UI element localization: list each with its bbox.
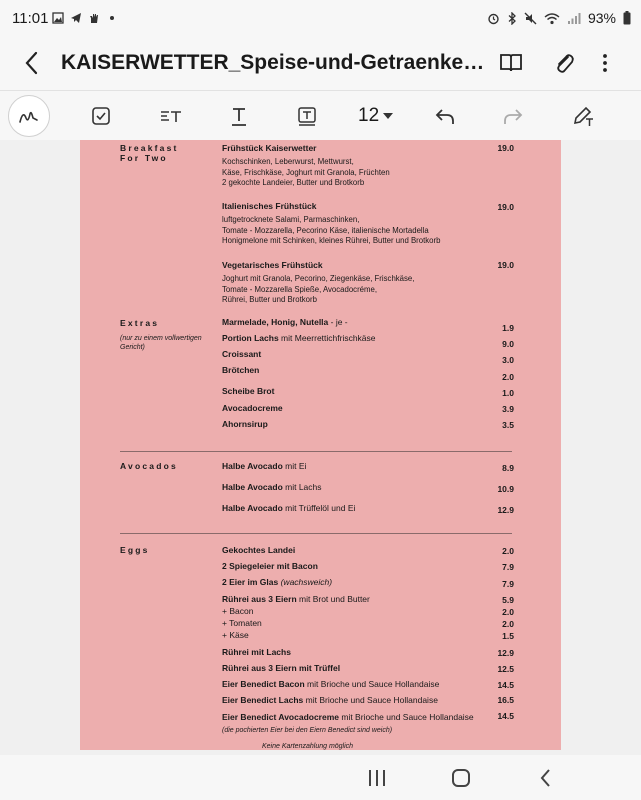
menu-item-name: Halbe Avocado mit Trüffelöl und Ei bbox=[222, 503, 356, 513]
text-icon bbox=[228, 105, 250, 127]
menu-item-price: 14.5 bbox=[497, 711, 514, 721]
section-label-extras: Extras bbox=[120, 318, 160, 328]
menu-item-desc: luftgetrocknete Salami, Parmaschinken, Tomate - Mozzarella, Pecorino Käse, italienische Mortadella Honigmelone mit Schinken, kleines Rührei, Butter und Brotkorb bbox=[222, 215, 441, 245]
chevron-down-icon[interactable] bbox=[383, 113, 393, 120]
dot-icon bbox=[106, 12, 118, 24]
alarm-icon bbox=[487, 12, 500, 25]
menu-item-price: 3.5 bbox=[502, 420, 514, 430]
section-divider bbox=[120, 451, 512, 452]
menu-item-name: 2 Spiegeleier mit Bacon bbox=[222, 561, 318, 571]
annotation-toolbar bbox=[0, 90, 641, 140]
reading-mode-icon[interactable] bbox=[498, 50, 524, 76]
menu-item-name: Croissant bbox=[222, 349, 262, 359]
menu-item-name: Italienisches Frühstück bbox=[222, 201, 317, 211]
menu-item-price: 1.0 bbox=[502, 388, 514, 398]
payment-note: Keine Kartenzahlung möglich bbox=[262, 743, 354, 750]
document-title: KAISERWETTER_Speise-und-Getraenke… bbox=[61, 51, 485, 74]
menu-page bbox=[80, 140, 561, 750]
section-label-eggs: Eggs bbox=[120, 545, 150, 555]
notification-icons bbox=[52, 12, 118, 24]
menu-item-price: 14.5 bbox=[497, 680, 514, 690]
wifi-icon bbox=[544, 12, 560, 25]
handwriting-tool[interactable] bbox=[8, 95, 50, 137]
extras-note: (nur zu einem vollwertigen Gericht) bbox=[120, 335, 202, 351]
menu-item-name: Rührei aus 3 Eiern mit Trüffel bbox=[222, 663, 341, 673]
telegram-icon bbox=[70, 12, 82, 24]
menu-item-name: Halbe Avocado mit Lachs bbox=[222, 482, 322, 492]
menu-item-price: 8.9 bbox=[502, 463, 514, 473]
menu-item-price: 5.9 bbox=[502, 595, 514, 605]
status-bar bbox=[0, 0, 641, 38]
menu-item-price: 19.0 bbox=[497, 260, 514, 270]
menu-item-name: Portion Lachs mit Meerrettichfrischkäse bbox=[222, 333, 376, 343]
menu-item-name: 2 Eier im Glas (wachsweich) bbox=[222, 577, 333, 587]
text-tool[interactable] bbox=[224, 101, 254, 131]
menu-item-price: 19.0 bbox=[497, 143, 514, 153]
menu-item-price: 16.5 bbox=[497, 695, 514, 705]
checkbox-icon bbox=[90, 105, 112, 127]
menu-item-price: 3.9 bbox=[502, 404, 514, 414]
menu-item-name: Brötchen bbox=[222, 365, 260, 375]
menu-item-price: 7.9 bbox=[502, 562, 514, 572]
battery-icon bbox=[623, 11, 631, 25]
status-time: 11:01 bbox=[12, 10, 49, 27]
text-field-tool[interactable] bbox=[156, 101, 186, 131]
menu-item-price: 19.0 bbox=[497, 202, 514, 212]
menu-item-price: 1.9 bbox=[502, 323, 514, 333]
pen-settings-icon bbox=[571, 104, 595, 128]
menu-item-price: 2.0 bbox=[502, 372, 514, 382]
attachment-icon[interactable] bbox=[551, 50, 577, 76]
menu-item-price: 7.9 bbox=[502, 579, 514, 589]
undo-icon bbox=[434, 105, 456, 127]
signal-icon bbox=[567, 12, 581, 25]
font-size-selector[interactable]: 12 bbox=[358, 105, 380, 126]
menu-item-name: Vegetarisches Frühstück bbox=[222, 260, 323, 270]
document-viewer[interactable] bbox=[0, 140, 641, 755]
menu-item-price: 1.5 bbox=[502, 631, 514, 641]
redo-button[interactable] bbox=[498, 101, 528, 131]
menu-item-name: + Tomaten bbox=[222, 618, 262, 628]
menu-item-name: Halbe Avocado mit Ei bbox=[222, 461, 307, 471]
handwriting-icon bbox=[17, 104, 41, 128]
menu-item-price: 10.9 bbox=[497, 484, 514, 494]
menu-item-name: Eier Benedict Avocadocreme mit Brioche und Sauce Hollandaise bbox=[222, 712, 474, 722]
text-field-icon bbox=[159, 105, 183, 127]
textbox-icon bbox=[296, 105, 318, 127]
eggs-footnote: (die pochierten Eier bei den Eiern Benedict sind weich) bbox=[222, 727, 393, 734]
menu-item-name: Marmelade, Honig, Nutella - je - bbox=[222, 317, 348, 327]
pen-settings-button[interactable] bbox=[568, 101, 598, 131]
undo-button[interactable] bbox=[430, 101, 460, 131]
menu-item-name: Rührei mit Lachs bbox=[222, 647, 291, 657]
menu-item-name: Scheibe Brot bbox=[222, 386, 275, 396]
menu-item-price: 12.9 bbox=[497, 505, 514, 515]
menu-item-name: Ahornsirup bbox=[222, 419, 268, 429]
section-divider bbox=[120, 533, 512, 534]
more-options-icon[interactable] bbox=[592, 50, 618, 76]
redo-icon bbox=[502, 105, 524, 127]
menu-item-desc: Kochschinken, Leberwurst, Mettwurst, Käse, Frischkäse, Joghurt mit Granola, Früchten 2 gekochte Landeier, Butter und Brotkorb bbox=[222, 157, 390, 187]
gallery-icon bbox=[52, 12, 64, 24]
section-label-avocados: Avocados bbox=[120, 461, 178, 471]
recent-apps-icon[interactable] bbox=[364, 765, 390, 791]
menu-item-price: 9.0 bbox=[502, 339, 514, 349]
menu-item-desc: Joghurt mit Granola, Pecorino, Ziegenkäse, Frischkäse, Tomate - Mozzarella Spieße, Avocadocréme, Rührei, Butter und Brotkorb bbox=[222, 274, 415, 304]
back-arrow-icon[interactable] bbox=[18, 48, 48, 78]
home-icon[interactable] bbox=[448, 765, 474, 791]
menu-item-price: 2.0 bbox=[502, 546, 514, 556]
menu-item-name: Rührei aus 3 Eiern mit Brot und Butter bbox=[222, 594, 370, 604]
menu-item-name: Avocadocreme bbox=[222, 403, 283, 413]
mute-icon bbox=[524, 12, 537, 25]
app-bar bbox=[0, 38, 641, 90]
menu-item-price: 12.5 bbox=[497, 664, 514, 674]
menu-item-price: 2.0 bbox=[502, 607, 514, 617]
menu-item-price: 12.9 bbox=[497, 648, 514, 658]
menu-item-price: 3.0 bbox=[502, 355, 514, 365]
checkbox-tool[interactable] bbox=[86, 101, 116, 131]
menu-item-name: Eier Benedict Bacon mit Brioche und Sauce Hollandaise bbox=[222, 679, 440, 689]
section-label-breakfast: Breakfast bbox=[120, 143, 179, 153]
menu-item-name: Gekochtes Landei bbox=[222, 545, 296, 555]
menu-item-name: + Käse bbox=[222, 630, 249, 640]
nav-back-icon[interactable] bbox=[533, 765, 559, 791]
section-label-breakfast-sub: For Two bbox=[120, 153, 168, 163]
battery-level: 93% bbox=[587, 10, 616, 26]
menu-item-name: + Bacon bbox=[222, 606, 254, 616]
bluetooth-icon bbox=[507, 12, 517, 25]
menu-item-name: Eier Benedict Lachs mit Brioche und Sauce Hollandaise bbox=[222, 695, 438, 705]
textbox-tool[interactable] bbox=[292, 101, 322, 131]
menu-item-price: 2.0 bbox=[502, 619, 514, 629]
system-status bbox=[487, 10, 631, 26]
menu-item-name: Frühstück Kaiserwetter bbox=[222, 143, 317, 153]
system-nav-bar bbox=[0, 755, 641, 800]
hand-icon bbox=[88, 12, 100, 24]
